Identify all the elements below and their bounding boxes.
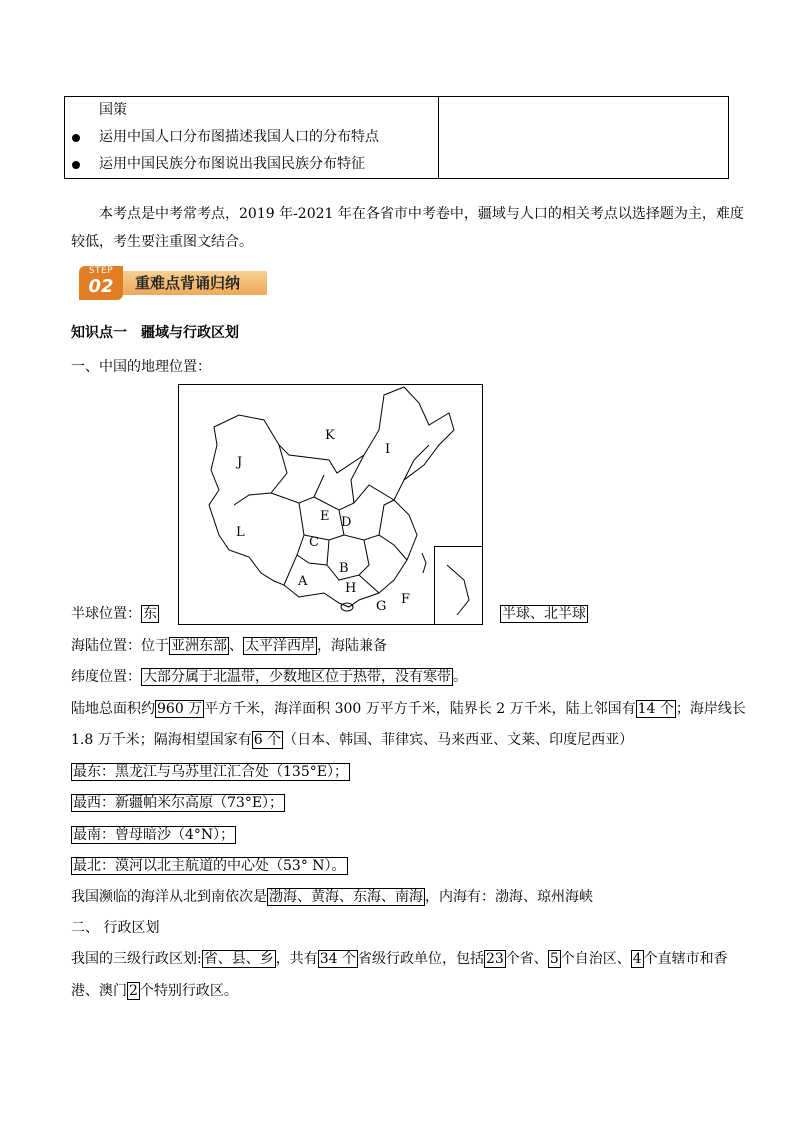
table-row [65,151,438,178]
step-number: 02 [88,276,114,297]
map-label: E [320,509,330,524]
answer-box: 23 [485,951,504,967]
answer-box: 960 万 [157,701,203,717]
answer-box: 最南：曾母暗沙（4°N）； [73,827,235,843]
table-row [65,124,438,151]
answer-box: 东 [143,606,157,622]
answer-box: 渤海、黄海、东海、南海 [269,889,423,905]
answer-box: 半球、北半球 [502,606,586,622]
table-row-text: 运用中国民族分布图说出我国民族分布特征 [99,156,365,172]
map-label: C [309,535,319,550]
admin-line-1: 我国的三级行政区划: 省、县、乡 ，共有 34 个 省级行政单位，包括 23 个省、 5 个自治区、 4 个直辖市和香 [71,951,728,967]
intro-line-1: 本考点是中考常考点，2019 年-2021 年在各省市中考卷中，疆域与人口的相关考点以选择题为主，难度 [99,206,744,222]
table-row-text: 运用中国人口分布图描述我国人口的分布特点 [99,129,379,145]
table-row-text: 国策 [99,102,127,118]
answer-box: 最西：新疆帕米尔高原（73°E）； [73,795,284,811]
answer-box: 6 个 [253,732,282,748]
china-map [178,384,483,625]
answer-box: 最北：漠河以北主航道的中心处（53° N）。 [73,858,346,874]
table-row [65,97,438,124]
bullet-icon [72,161,80,169]
extreme-south [71,825,236,845]
answer-box: 大部分属于北温带，少数地区位于热带，没有寒带 [143,669,451,685]
area-line-1: 陆地总面积约 960 万 平方千米，海洋面积 300 万平方千米，陆界长 2 万千米，陆上邻国有 14 个 ；海岸线长 [71,701,746,717]
objectives-table [64,96,729,179]
answer-box: 5 [549,951,559,967]
extreme-east [71,762,350,782]
seas-line: 我国濒临的海洋从北到南依次是 渤海、黄海、东海、南海 ，内海有：渤海、琼州海峡 [71,889,593,905]
admin-line-2: 港、澳门 2 个特别行政区。 [71,983,238,999]
extreme-north [71,856,348,876]
objectives-cell [65,97,439,179]
heading-geo-position: 一、中国的地理位置： [71,359,211,375]
map-label: J [237,455,243,470]
answer-box: 14 个 [637,701,674,717]
map-label: D [341,515,352,530]
latitude-line: 纬度位置： 大部分属于北温带，少数地区位于热带，没有寒带 。 [71,669,467,685]
map-label: F [401,592,411,607]
empty-cell [439,97,729,179]
answer-box: 最东：黑龙江与乌苏里江汇合处（135°E）； [73,764,348,780]
banner-title: 重难点背诵归纳 [135,274,241,292]
intro-line-2: 较低，考生要注重图文结合。 [71,234,253,250]
south-china-sea-inset [434,546,482,624]
heading-admin-division: 二、 行政区划 [71,920,160,936]
step-label: STEP [88,266,114,276]
answer-box: 太平洋西岸 [245,638,315,654]
bullet-icon [72,134,80,142]
area-line-2: 1.8 万千米；隔海相望国家有 6 个 （日本、韩国、菲律宾、马来西亚、文莱、印度尼西亚） [71,732,634,748]
map-label: I [385,442,391,457]
map-label: B [339,561,349,576]
step-tag [79,266,123,300]
map-label: K [325,428,335,443]
map-label: G [376,599,387,614]
answer-box: 2 [129,983,138,999]
extreme-west [71,793,285,813]
hemisphere-line: 半球位置： 东 [71,606,157,622]
hemisphere-line-end [500,604,588,624]
answer-box: 省、县、乡 [203,951,274,967]
map-label: H [345,581,357,596]
answer-box: 34 个 [319,951,356,967]
answer-box: 4 [632,951,642,967]
map-label: L [236,525,245,540]
step-banner [79,266,269,300]
sea-land-line: 海陆位置：位于 亚洲东部 、 太平洋西岸 ，海陆兼备 [71,638,387,654]
knowledge-point-title: 知识点一 疆域与行政区划 [71,325,239,341]
answer-box: 亚洲东部 [171,638,227,654]
map-label: A [298,574,308,589]
